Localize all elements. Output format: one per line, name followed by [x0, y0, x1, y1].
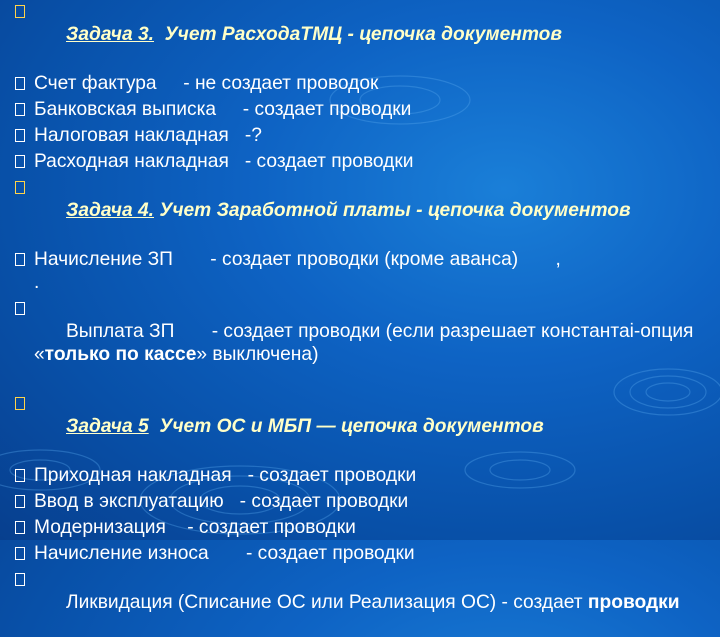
task5-title: Учет ОС и МБП — цепочка документов [148, 416, 544, 437]
task4-label: Задача 4. [66, 200, 154, 221]
bullet-icon [6, 464, 34, 482]
list-item-text: Расходная накладная - создает проводки [34, 151, 414, 172]
list-item-text: Начисление износа - создает проводки [34, 543, 415, 564]
list-item-text: Начисление ЗП - создает проводки (кроме аванса) , . [34, 249, 561, 293]
list-item [6, 72, 716, 95]
list-item [6, 568, 716, 637]
bullet-icon [6, 150, 34, 168]
task4-heading [6, 176, 716, 245]
bullet-icon [6, 542, 34, 560]
bullet-icon [6, 392, 34, 410]
slide-content [6, 0, 716, 637]
list-item-text: Ликвидация (Списание ОС или Реализация ОС) - создает [66, 592, 588, 613]
task5-heading [6, 392, 716, 461]
list-item [6, 297, 716, 389]
bullet-icon [6, 516, 34, 534]
list-item [6, 150, 716, 173]
task3-title: Учет РасходаТМЦ - цепочка документов [154, 24, 562, 45]
bullet-icon [6, 490, 34, 508]
list-item-text: Ввод в эксплуатацию - создает проводки [34, 491, 409, 512]
list-item [6, 516, 716, 539]
task3-heading [6, 0, 716, 69]
task5-label: Задача 5 [66, 416, 149, 437]
bullet-icon [6, 297, 34, 315]
list-item [6, 98, 716, 121]
bullet-icon [6, 176, 34, 194]
bullet-icon [6, 568, 34, 586]
list-item [6, 464, 716, 487]
list-item [6, 542, 716, 565]
list-item-text: Модернизация - создает проводки [34, 517, 356, 538]
list-item-text: Приходная накладная - создает проводки [34, 465, 417, 486]
list-item-bold-text: проводки [587, 592, 680, 613]
bullet-icon [6, 248, 34, 266]
task4-title: Учет Заработной платы - цепочка документов [154, 200, 631, 221]
list-item-text: Выплата ЗП - создает проводки (если разрешает константаі-опция « [34, 321, 699, 365]
list-item [6, 248, 716, 294]
bullet-icon [6, 98, 34, 116]
list-item-text: Налоговая накладная -? [34, 125, 262, 146]
bullet-icon [6, 124, 34, 142]
list-item-bold-text: только по кассе [44, 344, 197, 365]
list-item-text-suffix: » выключена) [196, 344, 319, 365]
bullet-icon [6, 0, 34, 18]
list-item [6, 490, 716, 513]
list-item-text: Банковская выписка - создает проводки [34, 99, 412, 120]
list-item [6, 124, 716, 147]
task3-label: Задача 3. [66, 24, 154, 45]
bullet-icon [6, 72, 34, 90]
list-item-text: Счет фактура - не создает проводок [34, 73, 379, 94]
